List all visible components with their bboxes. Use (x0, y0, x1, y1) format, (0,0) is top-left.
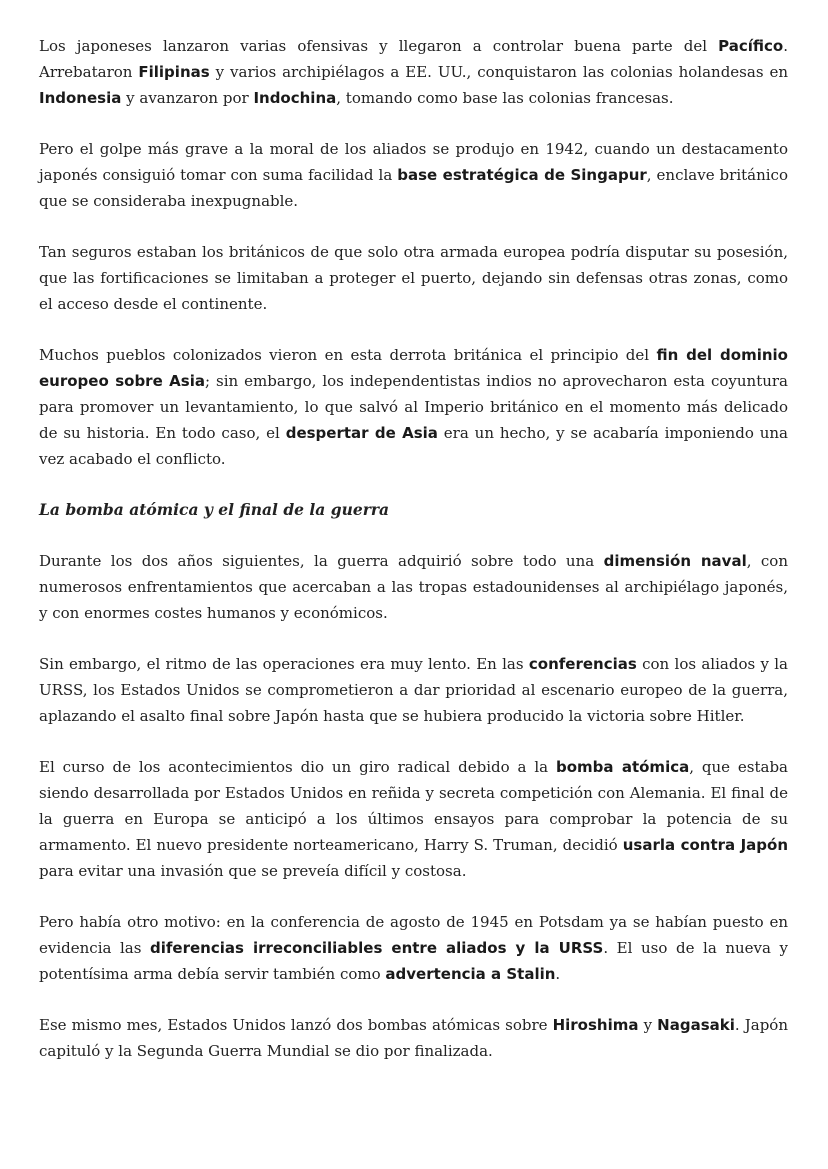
bold-term: Filipinas (138, 63, 210, 81)
text-run: Ese mismo mes, Estados Unidos lanzó dos bombas atómicas sobre (39, 1016, 553, 1034)
text-run: Tan seguros estaban los británicos de que solo otra armada europea podría disputar su posesión, que las fortificaciones se limitaban a proteger el puerto, dejando sin defensas otras zonas, como el acceso desde el continente. (39, 243, 788, 313)
bold-term: Nagasaki (657, 1016, 735, 1034)
text-run: Los japoneses lanzaron varias ofensivas y llegaron a controlar buena parte del (39, 37, 719, 55)
paragraph (39, 754, 788, 884)
bold-term: despertar de Asia (285, 424, 438, 442)
text-run: , tomando como base las colonias francesas. (336, 89, 674, 107)
bold-term: Indonesia (39, 89, 122, 107)
text-run: era un hecho, y se acabaría imponiendo una vez acabado el conflicto. (39, 424, 788, 468)
text-run: Pero había otro motivo: en la conferencia de agosto de 1945 en Potsdam ya se habían puesto en evidencia las (39, 913, 788, 957)
text-run: La bomba atómica y el final de la guerra (39, 500, 390, 519)
text-run: . Arrebataron (39, 37, 788, 81)
paragraph (39, 136, 788, 214)
text-run: para evitar una invasión que se preveía difícil y costosa. (39, 862, 467, 880)
paragraph (39, 548, 788, 626)
bold-term: conferencias (528, 655, 637, 673)
text-run: . Japón capituló y la Segunda Guerra Mundial se dio por finalizada. (39, 1016, 788, 1060)
paragraph (39, 342, 788, 472)
bold-term: advertencia a Stalin (385, 965, 556, 983)
text-run: con los aliados y la URSS, los Estados Unidos se comprometieron a dar prioridad al escenario europeo de la guerra, aplazando el asalto final sobre Japón hasta que se hubiera producido la victoria sobre Hitler. (39, 655, 788, 725)
text-run: . El uso de la nueva y potentísima arma debía servir también como (39, 939, 788, 983)
section-heading (39, 497, 788, 523)
paragraph (39, 239, 788, 317)
text-run: , enclave británico que se consideraba inexpugnable. (39, 166, 788, 210)
text-run: Sin embargo, el ritmo de las operaciones era muy lento. En las (39, 655, 529, 673)
text-run: . (555, 965, 561, 983)
text-run: Muchos pueblos colonizados vieron en esta derrota británica el principio del (39, 346, 657, 364)
text-run: y varios archipiélagos a EE. UU., conquistaron las colonias holandesas en (209, 63, 788, 81)
paragraph (39, 651, 788, 729)
bold-term: dimensión naval (603, 552, 747, 570)
bold-term: fin del dominio europeo sobre Asia (39, 346, 788, 390)
text-run: y (638, 1016, 658, 1034)
text-run: Durante los dos años siguientes, la guerra adquirió sobre todo una (39, 552, 604, 570)
paragraph (39, 909, 788, 987)
bold-term: base estratégica de Singapur (397, 166, 647, 184)
bold-term: usarla contra Japón (622, 836, 789, 854)
text-run: y avanzaron por (121, 89, 254, 107)
bold-term: bomba atómica (555, 758, 690, 776)
text-run: ; sin embargo, los independentistas indios no aprovecharon esta coyuntura para promover un levantamiento, lo que salvó al Imperio británico en el momento más delicado de su historia. En todo caso, el (39, 372, 788, 442)
bold-term: diferencias irreconciliables entre aliados y la URSS (150, 939, 604, 957)
text-run: , que estaba siendo desarrollada por Estados Unidos en reñida y secreta competición con Alemania. El final de la guerra en Europa se anticipó a los últimos ensayos para comprobar la potencia de su armamento. El nuevo presidente norteamericano, Harry S. Truman, decidió (39, 758, 788, 854)
article-body (39, 33, 788, 1089)
text-run: El curso de los acontecimientos dio un giro radical debido a la (39, 758, 556, 776)
bold-term: Hiroshima (552, 1016, 639, 1034)
text-run: Pero el golpe más grave a la moral de los aliados se produjo en 1942, cuando un destacamento japonés consiguió tomar con suma facilidad la (39, 140, 788, 184)
paragraph (39, 1012, 788, 1064)
paragraph (39, 33, 788, 111)
text-run: , con numerosos enfrentamientos que acercaban a las tropas estadounidenses al archipiélago japonés, y con enormes costes humanos y económicos. (39, 552, 788, 622)
bold-term: Pacífico (718, 37, 784, 55)
bold-term: Indochina (253, 89, 337, 107)
